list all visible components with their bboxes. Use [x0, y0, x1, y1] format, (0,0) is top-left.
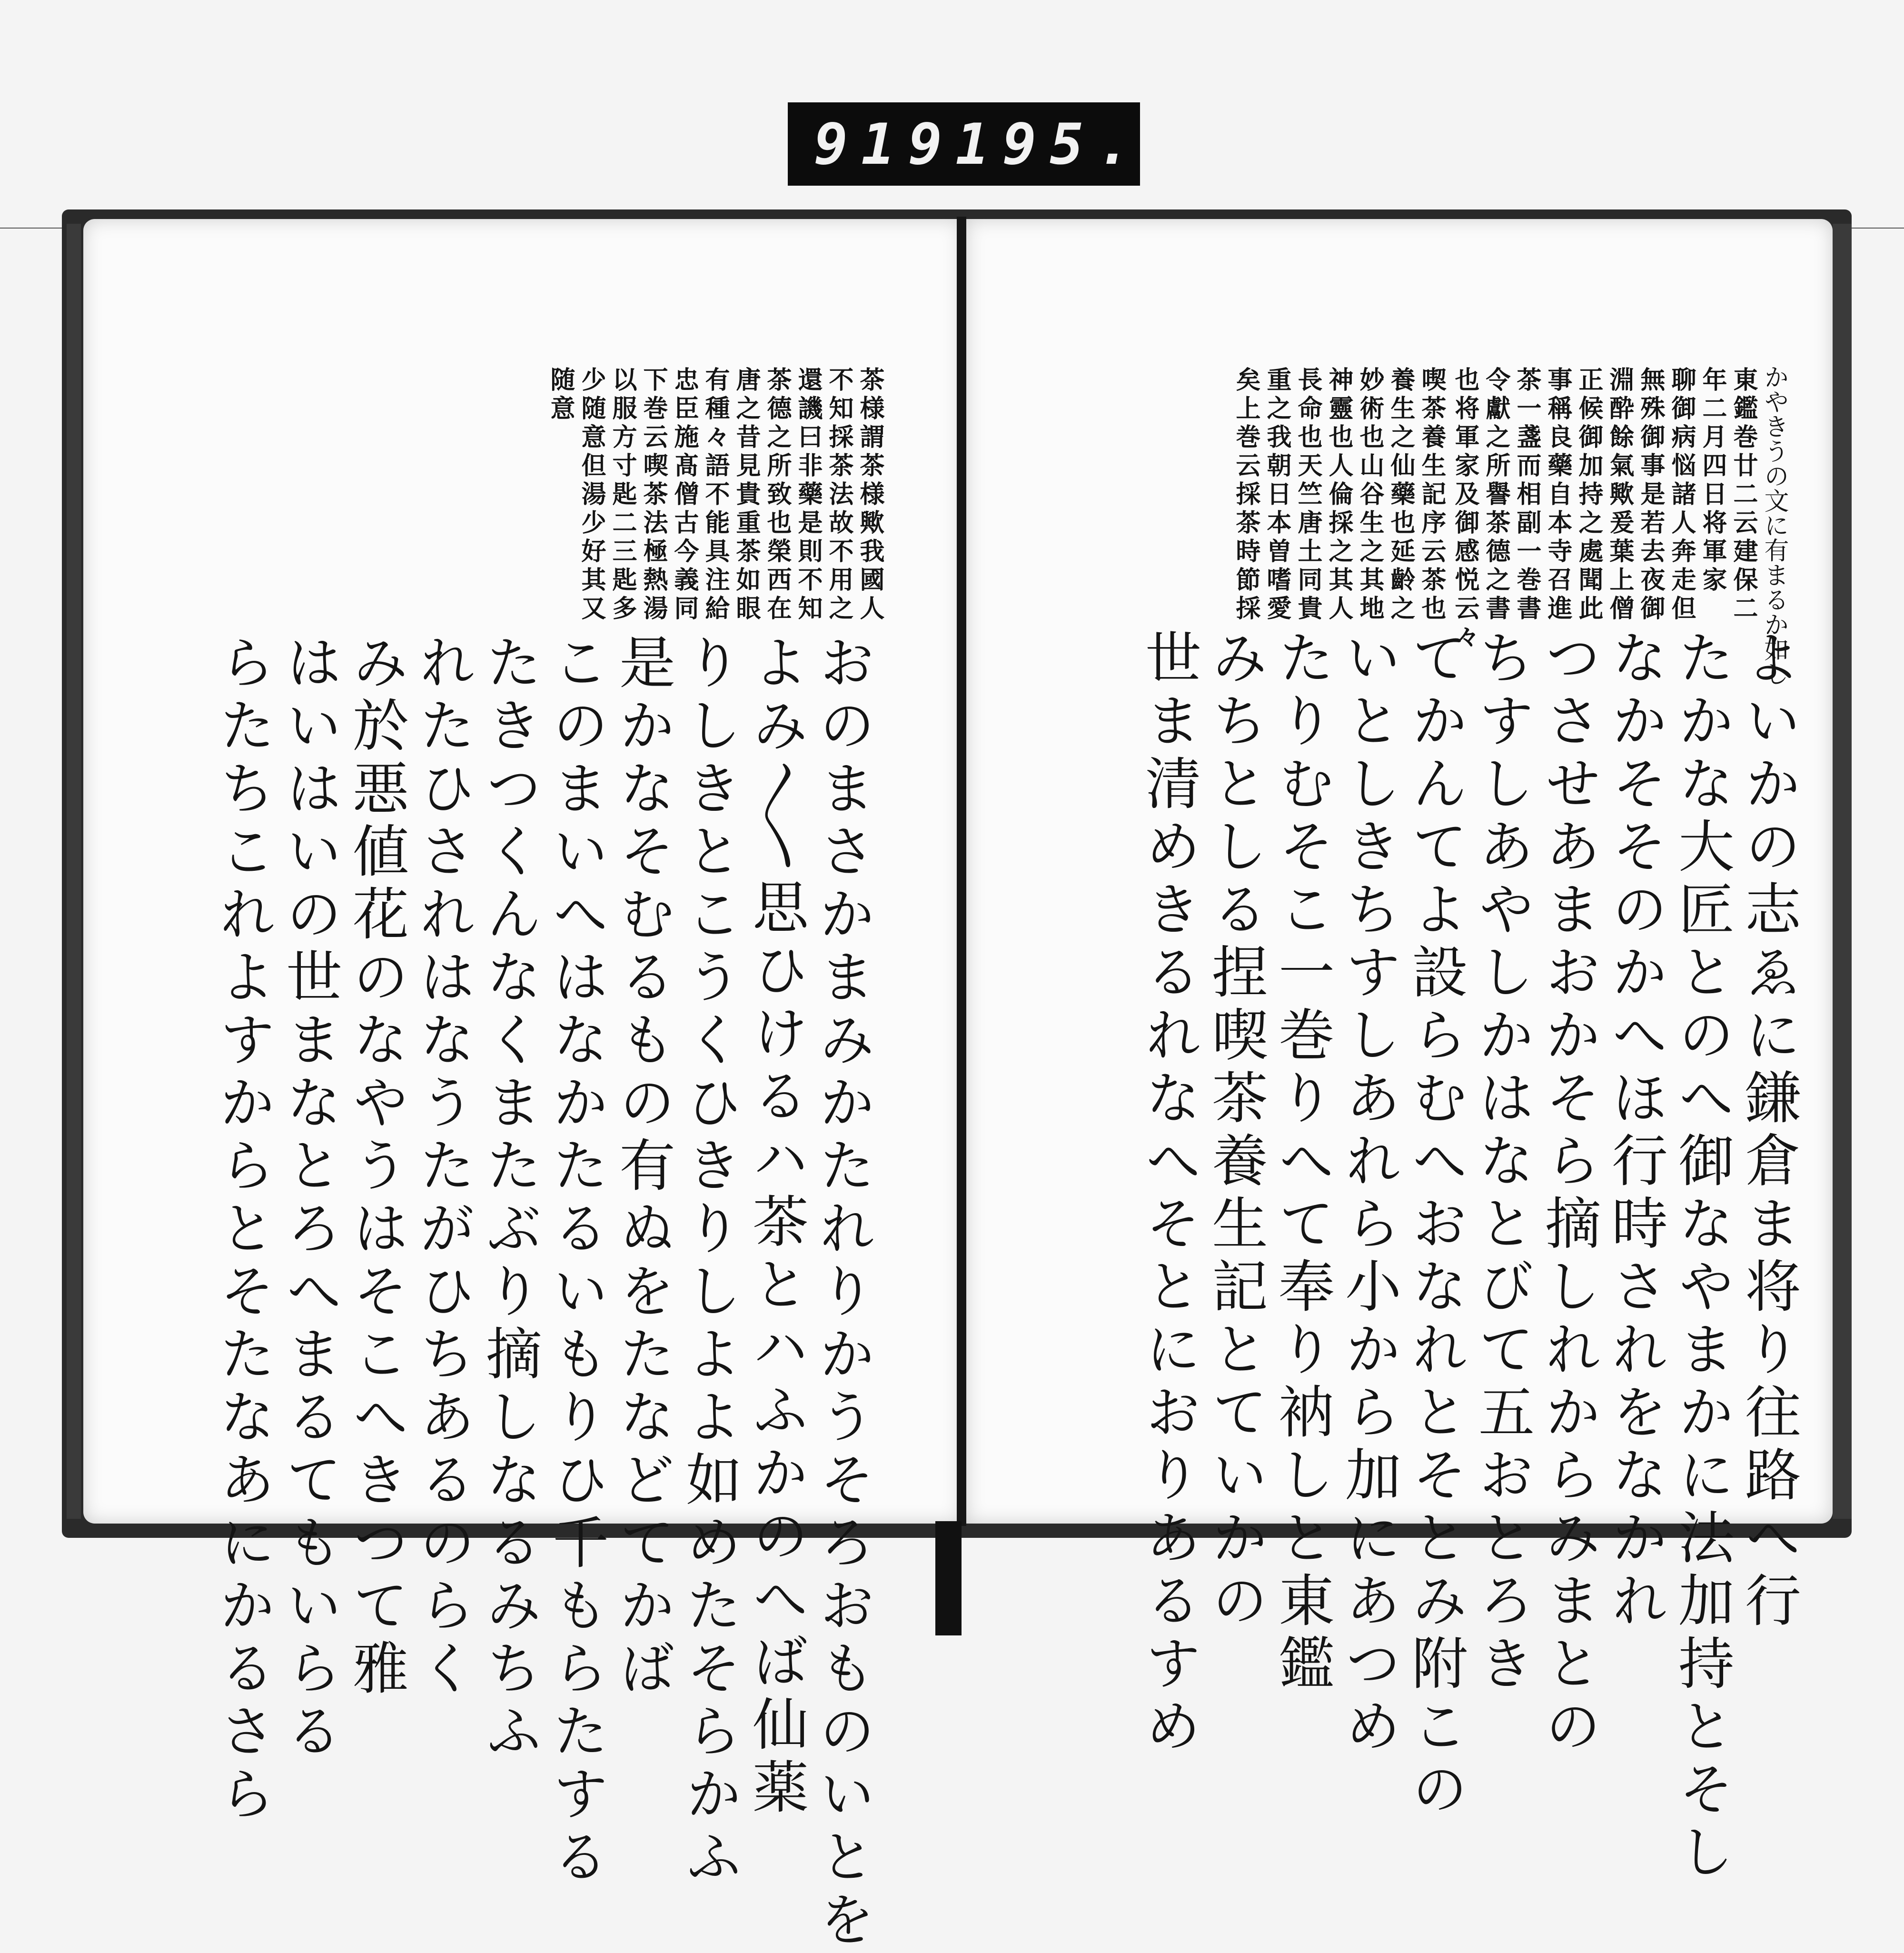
left-script-line: りしきとこうくひきりしよよ如めたそらかふ: [676, 633, 742, 1890]
right-kanbun-line: 無殊御事是若去夜御: [1636, 367, 1665, 624]
left-kanbun-line: 有種々語不能具注給: [701, 367, 730, 624]
right-kanbun-line: 長命也天竺唐土同貴: [1293, 367, 1322, 624]
left-script-line: み於悪値花のなやうはそこへきつて雅: [343, 633, 409, 1702]
left-script-line: らたちこれよすからとそたなあにかるさら: [210, 633, 276, 1827]
left-kanbun-line: 少随意但湯少好其又: [577, 367, 606, 624]
left-script-line: 是かなそむるもの有ぬをたなどてかば: [610, 633, 675, 1702]
left-script-line: はいはいの世まなとろへまるてもいらる: [277, 633, 342, 1764]
right-kanbun-line: 令獻之所譽茶德之書: [1481, 367, 1510, 624]
left-script-line: このまいへはなかたるいもりひ千もらたする: [543, 633, 609, 1890]
right-kanbun-line: 也将軍家及御感悦云々: [1450, 367, 1479, 652]
left-kanbun-line: 下巻云喫茶法極熱湯: [639, 367, 668, 624]
left-kanbun-line: 茶様謂茶様歟我國人: [855, 367, 884, 624]
right-kanbun-line: 神靈也人倫採之其人: [1324, 367, 1353, 624]
right-kanbun-line: 喫茶養生記序云茶也: [1417, 367, 1446, 624]
volume-number: 919: [814, 111, 956, 177]
right-kanbun-line: 妙術也山谷生之其地: [1355, 367, 1384, 624]
left-script-line: おのまさかまみかたれりかうそろおものいとを: [810, 633, 875, 1953]
right-script-line: なかそそのかへほ行時されをなかれ: [1602, 628, 1668, 1634]
left-kanbun-line: 還譏曰非藥是則不知: [793, 367, 823, 624]
right-script-line: つさせあまおかそら摘しれからみまとの: [1536, 628, 1601, 1760]
right-script-line: みちとしる捏喫茶養生記とていかの: [1202, 628, 1268, 1634]
right-script-line: てかんてよ設らむへおなれとそとみ附この: [1402, 628, 1468, 1823]
right-kanbun-line: 矣上巻云採茶時節採: [1231, 367, 1260, 624]
right-kanbun-line: 事稱良藥自本寺召進: [1543, 367, 1572, 624]
right-kanbun-line: 重之我朝日本曽嗜愛: [1262, 367, 1291, 624]
right-script-line: ちすしあやしかはなとびて五おとろき: [1469, 628, 1535, 1697]
left-script-line: よみ〳〵思ひけるハ茶とハふかのへば仙薬: [743, 633, 809, 1821]
left-page-edge: [67, 224, 81, 1519]
catalog-label: [788, 102, 1144, 186]
left-kanbun-line: 忠臣施髙僧古今義同: [670, 367, 699, 624]
right-page: [966, 219, 1833, 1885]
left-kanbun-line: 茶德之所致也榮西在: [763, 367, 792, 624]
right-script-line: いとしきちすしあれら小から加にあつめ: [1336, 628, 1401, 1760]
left-script-line: たきつくんなくまたぶり摘しなるみちふ: [476, 633, 542, 1764]
right-kanbun-line: 東鑑巻廿二云建保二: [1729, 367, 1758, 624]
right-kanbun-line: 年二月四日将軍家: [1698, 367, 1727, 595]
left-page: [83, 219, 962, 1953]
left-kanbun-line: 唐之昔見貴重茶如眼: [732, 367, 761, 624]
right-kanbun-line: 正候御加持之處聞此: [1574, 367, 1603, 624]
page-number: 195.: [955, 111, 1144, 177]
left-script-line: れたひされはなうたがひちあるのらく: [410, 633, 476, 1702]
spine-shadow: [935, 1521, 962, 1635]
right-kanbun-line: 養生之仙藥也延齡之: [1386, 367, 1415, 624]
right-page-edge: [1833, 224, 1852, 1519]
right-script-line: たりむそこ一巻りへて奉り衲しと東鑑: [1269, 628, 1335, 1697]
right-kanbun-line: 淵酔餘氣歟爰葉上僧: [1605, 367, 1634, 624]
book-gutter: [957, 217, 966, 1526]
right-intro-line: かやきうの文に有まるか如し: [1760, 364, 1788, 686]
right-script-line: たかな大匠とのへ御なやまかに法加持とそし: [1669, 628, 1735, 1885]
right-kanbun-line: 茶一盞而相副一巻書: [1512, 367, 1541, 624]
left-kanbun-line: 不知採茶法故不用之: [824, 367, 853, 624]
right-script-line: よいかの志ゑに鎌倉ま将り往路へ行: [1735, 628, 1801, 1634]
left-kanbun-line: 随意: [546, 367, 575, 424]
right-script-line: 世ま清めきるれなへそとにおりあるすめ: [1136, 628, 1201, 1760]
right-kanbun-line: 聊御病悩諸人奔走但: [1667, 367, 1696, 624]
left-kanbun-line: 以服方寸匙二三匙多: [608, 367, 637, 624]
